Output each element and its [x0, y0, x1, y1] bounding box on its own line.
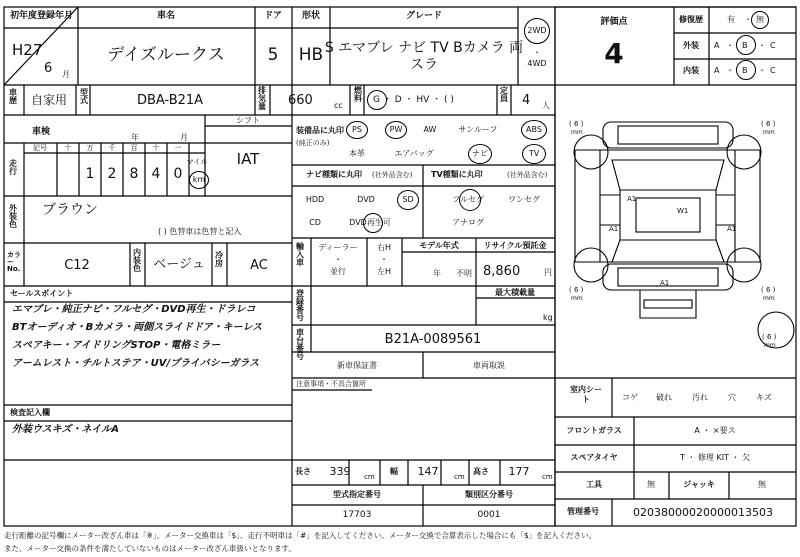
height-label: 高さ	[473, 467, 489, 476]
tire-rr-depth: ( 6 )	[761, 286, 776, 294]
management-value: 02038000020000013503	[633, 506, 773, 519]
int-a: A	[714, 66, 720, 75]
tire-spare-unit: mm	[764, 342, 776, 349]
repair-yes: 有	[727, 15, 735, 24]
usage-label: 車歴	[9, 88, 17, 105]
front-glass-value: A ・ ×要ス	[694, 426, 736, 435]
notes-label: 注意事項・不具合箇所	[296, 380, 366, 388]
width-value: 147	[417, 465, 439, 478]
mileage-digit-4: 4	[151, 166, 161, 182]
interior-color-value: ベージュ	[153, 257, 205, 272]
tv-analog: アナログ	[452, 218, 484, 227]
equip-tv: TV	[528, 149, 540, 158]
exterior-color-label: 外装色	[9, 204, 17, 229]
color-code-value: C12	[64, 258, 90, 273]
width-label: 幅	[390, 467, 398, 476]
import-dealer: ディーラー	[318, 243, 358, 252]
model-year-year: 年	[433, 269, 441, 278]
recycle-label: リサイクル預託金	[483, 241, 547, 250]
chassis-value: B21A-0089561	[384, 332, 482, 347]
equip-ps: PS	[352, 125, 362, 134]
cc-unit: cc	[334, 101, 343, 110]
jack-label: ジャッキ	[683, 480, 715, 489]
tire-fr-unit: mm	[763, 129, 775, 136]
equip-aw: AW	[423, 125, 437, 134]
ac-label: 冷房	[215, 251, 223, 268]
exterior-color-value: ブラウン	[42, 202, 98, 218]
load-label: 最大積載量	[495, 288, 535, 297]
mark-w1: W1	[677, 207, 689, 215]
tire-rl-depth: ( 6 )	[569, 286, 584, 294]
mileage-header-3: 千	[108, 144, 116, 152]
equip-airbag: エアバッグ	[394, 149, 434, 158]
import-sep2: ・	[380, 255, 388, 264]
exterior-grade-label: 外装	[683, 41, 699, 50]
tire-fl-depth: ( 6 )	[569, 120, 584, 128]
equipment-sub: (純正のみ)	[296, 139, 330, 147]
mark-a1-lower-left: A1	[609, 225, 619, 233]
mileage-digit-2: 2	[107, 166, 117, 182]
ext-c: C	[770, 41, 776, 50]
sales-point-line-4: アームレスト・チルトステア・UV/プライバシーガラス	[12, 358, 260, 369]
ext-sep2: ・	[758, 41, 766, 50]
inspection-label: 車検	[32, 127, 51, 137]
mileage-header-2: 万	[86, 144, 94, 152]
first-reg-month: 6	[44, 61, 53, 76]
mileage-header-6: 一	[174, 144, 182, 152]
ext-b: B	[742, 41, 748, 50]
type-designation-label: 型式指定番号	[333, 490, 381, 499]
interior-sheet-label: 室内シート	[570, 385, 602, 405]
navi-dvd-play: DVD再生可	[349, 218, 391, 227]
registration-label: 登録番号	[296, 289, 304, 322]
import-parallel: 並行	[330, 267, 346, 276]
grade-label: グレード	[405, 11, 443, 21]
person-unit: 人	[542, 101, 550, 110]
shape-value: HB	[298, 45, 324, 65]
new-car-warranty: 新車保証書	[337, 361, 377, 370]
tire-spare-depth: ( 6 )	[762, 333, 777, 341]
tire-fl-unit: mm	[571, 129, 583, 136]
mileage-digit-1: 1	[85, 166, 95, 182]
first-reg-label: 初年度登録年月	[10, 11, 74, 21]
import-label: 輸入車	[296, 242, 304, 267]
mileage-header-0: 記号	[33, 144, 47, 152]
doors-label: ドア	[264, 11, 282, 21]
spare-tire-label: スペアタイヤ	[570, 453, 618, 462]
mileage-unit-label: マイル	[186, 158, 208, 166]
model-label: 型式	[80, 88, 88, 105]
displacement-value: 660	[288, 93, 313, 108]
first-reg-era: H27	[12, 41, 43, 59]
equip-sunroof: サンルーフ	[458, 125, 498, 134]
int-c: C	[770, 66, 776, 75]
drive-2wd: 2WD	[527, 26, 547, 35]
fuel-options: G ・ D ・ HV ・ ( )	[373, 95, 454, 105]
chassis-label: 車台番号	[296, 328, 304, 361]
repair-label: 修復歴	[679, 15, 703, 24]
car-name: デイズルークス	[107, 45, 225, 65]
fuel-label: 燃料	[354, 86, 362, 103]
navi-type-sub: (社外品含む)	[372, 171, 413, 179]
inspection-year: 年	[131, 133, 139, 142]
footer-line-2: また、メーター交換の条件を満たしていないものはメーター改ざん車扱いとなります。	[4, 544, 296, 553]
mark-a1-rear: A1	[660, 279, 670, 287]
recycle-unit: 円	[544, 268, 552, 277]
score-value: 4	[604, 37, 624, 70]
ext-sep1: ・	[726, 41, 734, 50]
navi-type-label: ナビ種類に丸印	[306, 170, 362, 179]
mileage-header-5: 十	[152, 144, 160, 152]
sheet-ana: 穴	[728, 393, 736, 402]
equip-pw: PW	[389, 125, 403, 134]
model-year-label: モデル年式	[419, 241, 459, 250]
sheet-koge: コゲ	[622, 393, 638, 402]
displacement-label: 排気量	[258, 86, 266, 111]
tire-rr-unit: mm	[763, 295, 775, 302]
navi-cd: CD	[309, 218, 321, 227]
navi-dvd: DVD	[357, 195, 375, 204]
sales-points-label: セールスポイント	[10, 289, 74, 298]
month-unit: 月	[62, 70, 70, 79]
sheet-kizu: キズ	[756, 393, 772, 402]
car-name-label: 車名	[156, 11, 176, 21]
length-label: 長さ	[295, 467, 311, 476]
tools-value: 無	[647, 480, 655, 489]
usage-value: 自家用	[31, 93, 68, 107]
type-designation-value: 17703	[342, 510, 372, 520]
mark-a1-right: A1	[727, 225, 737, 233]
tv-oneseg: ワンセグ	[508, 195, 540, 204]
interior-grade-label: 内装	[683, 66, 699, 75]
drive-4wd: 4WD	[527, 59, 547, 68]
jack-value: 無	[758, 480, 766, 489]
shape-label: 形状	[301, 11, 321, 21]
sales-point-line-2: BTオーディオ・Bカメラ・両側スライドドア・キーレス	[12, 322, 263, 333]
category-value: 0001	[477, 510, 501, 520]
sales-point-line-3: スペアキー・アイドリングSTOP・電格ミラー	[12, 340, 221, 351]
inspector-label: 検査記入欄	[10, 408, 50, 417]
int-b: B	[742, 66, 748, 75]
import-sep: ・	[334, 255, 342, 264]
height-unit: cm	[542, 473, 553, 481]
mileage-unit: km	[192, 175, 206, 184]
sheet-yabure: 破れ	[656, 393, 672, 402]
sales-point-line-1: エマブレ・純正ナビ・フルセグ・DVD再生・ドラレコ	[12, 304, 256, 315]
shift-label: シフト	[236, 116, 260, 125]
navi-hdd: HDD	[305, 195, 325, 204]
front-glass-label: フロントガラス	[566, 426, 622, 435]
load-unit: kg	[543, 313, 553, 322]
repair-no: 無	[756, 15, 764, 24]
import-left: 左H	[376, 267, 392, 276]
grade-line2: スラ	[410, 57, 438, 73]
tools-label: 工具	[586, 480, 602, 489]
vehicle-manual: 車両取説	[473, 361, 505, 370]
mileage-header-1: 十	[64, 144, 72, 152]
ext-a: A	[714, 41, 720, 50]
repair-sep: ・	[744, 15, 752, 24]
car-diagram	[574, 122, 794, 348]
inspection-month: 月	[180, 133, 188, 142]
tv-type-label: TV種類に丸印	[431, 170, 483, 179]
recycle-value: 8,860	[483, 264, 521, 279]
height-value: 177	[508, 465, 530, 478]
capacity-label: 定員	[500, 86, 508, 103]
ac-value: AC	[250, 258, 268, 273]
inspector-text: 外装ウスキズ・ネイルA	[12, 424, 120, 435]
exterior-color-note: ( ) 色替車は色替と記入	[158, 227, 242, 236]
tire-rl-unit: mm	[571, 295, 583, 302]
tire-fr-depth: ( 6 )	[761, 120, 776, 128]
management-label: 管理番号	[567, 507, 599, 516]
tv-type-sub: (社外品含む)	[507, 171, 548, 179]
import-right: 右H	[376, 243, 392, 252]
category-label: 類別区分番号	[465, 490, 513, 499]
spare-tire-value: T ・ 修理 KIT ・ 欠	[679, 453, 751, 462]
int-sep2: ・	[758, 66, 766, 75]
tv-fullseg: フルセグ	[452, 195, 484, 204]
interior-color-label: 内装色	[133, 248, 141, 273]
equip-navi: ナビ	[472, 149, 488, 158]
capacity-value: 4	[522, 93, 531, 108]
model-year-unknown: 不明	[456, 269, 472, 278]
equip-leather: 本革	[349, 149, 365, 158]
mileage-digit-5: 0	[173, 166, 183, 182]
navi-sd: SD	[402, 195, 414, 204]
length-value: 339	[329, 465, 351, 478]
footer-line-1: 走行距離の記号欄にメーター改ざん車は「※」、メーター交換車は「$」、走行不明車は「#」を記入してください。メーター交換で合算表示した場合にも「$」を記入ください。	[4, 531, 597, 540]
doors-value: 5	[267, 45, 279, 65]
mileage-label: 走行	[9, 159, 17, 176]
mark-a1-left: A1	[627, 195, 637, 203]
drive-separator: ・	[533, 48, 541, 57]
int-sep1: ・	[726, 66, 734, 75]
length-unit: cm	[364, 473, 375, 481]
shift-value: IAT	[236, 150, 260, 168]
equipment-label: 装備品に丸印	[296, 126, 344, 135]
mileage-digit-3: 8	[129, 166, 139, 182]
sheet-yogore: 汚れ	[692, 393, 708, 402]
color-code-label: カラーNo.	[7, 251, 21, 273]
equip-abs: ABS	[526, 125, 542, 134]
grade-line1: S エマブレ ナビ TV Bカメラ 両	[324, 40, 524, 56]
mileage-header-4: 百	[130, 144, 138, 152]
model-value: DBA-B21A	[136, 93, 204, 108]
width-unit: cm	[454, 473, 465, 481]
score-label: 評価点	[600, 17, 628, 27]
